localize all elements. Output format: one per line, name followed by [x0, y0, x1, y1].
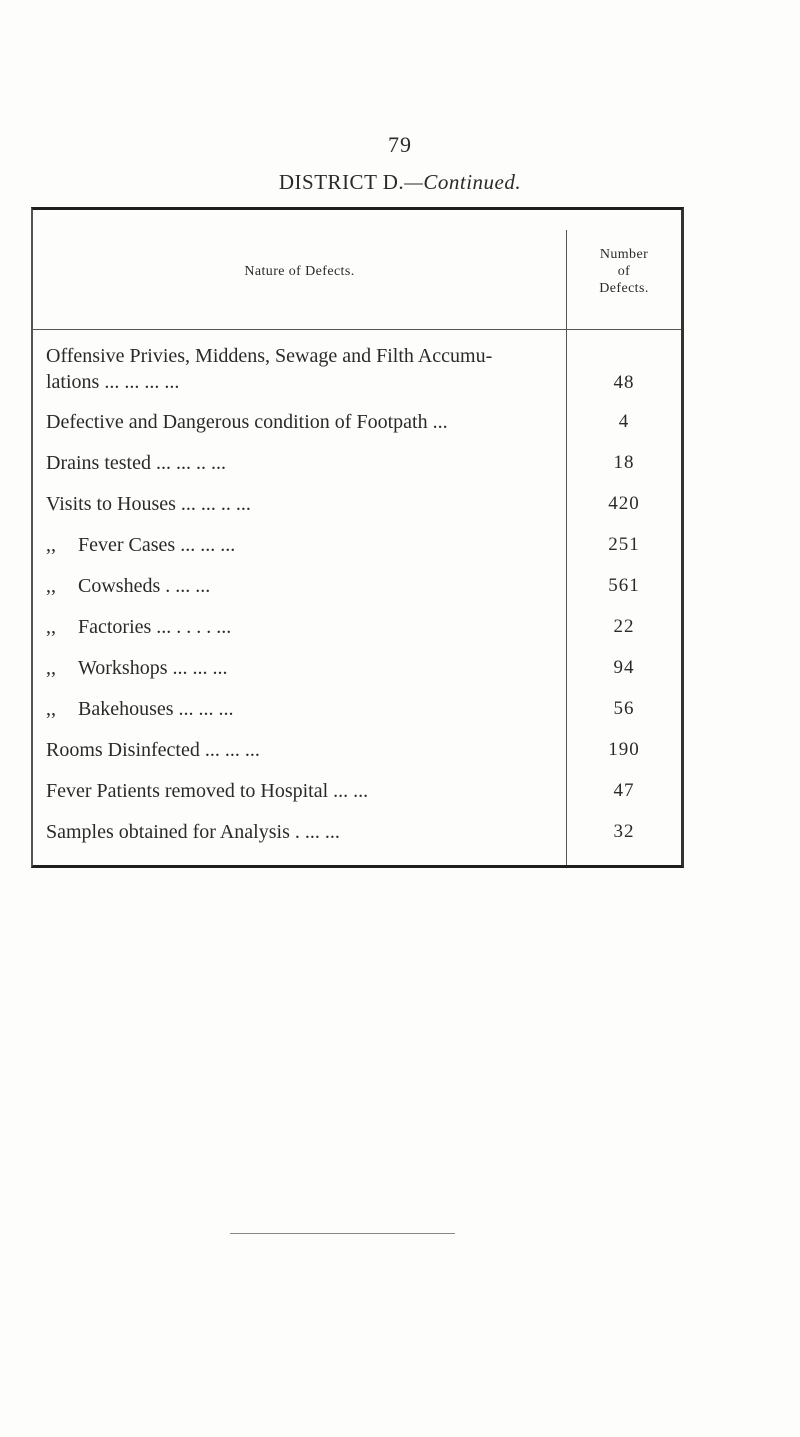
row-value: 32 [613, 821, 635, 842]
row-label: Samples obtained for Analysis . ... ... [46, 821, 340, 843]
row-label: Visits to Houses ... ... .. ... [46, 493, 251, 515]
ditto-mark: ,, [46, 534, 56, 556]
row-label-continued: lations ... ... ... ... [46, 371, 180, 393]
ditto-mark: ,, [46, 698, 56, 720]
row-label: Defective and Dangerous condition of Footpath ... [46, 411, 448, 433]
table-row [33, 452, 681, 482]
table-row [33, 344, 681, 399]
header-number-line-3: Defects. [599, 281, 649, 296]
table-row [33, 698, 681, 728]
row-label [46, 657, 561, 680]
page-heading [0, 170, 800, 195]
heading-continued: —Continued. [404, 170, 522, 194]
defects-table [31, 207, 684, 868]
row-value: 420 [608, 493, 640, 514]
row-value: 47 [613, 780, 635, 801]
closing-rule [230, 1233, 455, 1234]
row-label-text: Fever Cases ... ... ... [78, 534, 236, 556]
header-number-of-defects [567, 246, 681, 297]
row-label-text: Cowsheds . ... ... [78, 575, 211, 597]
row-value: 190 [608, 739, 640, 760]
row-label: Offensive Privies, Middens, Sewage and Filth Accumu- [46, 345, 493, 367]
table-row [33, 534, 681, 564]
table-row [33, 821, 681, 851]
row-label: Drains tested ... ... .. ... [46, 452, 226, 474]
row-value: 4 [618, 411, 630, 432]
row-value: 251 [608, 534, 640, 555]
row-label [46, 534, 561, 557]
row-label: Rooms Disinfected ... ... ... [46, 739, 260, 761]
row-value: 94 [613, 657, 635, 678]
header-divider [33, 329, 681, 330]
table-row [33, 493, 681, 523]
row-value: 48 [613, 372, 635, 393]
ditto-mark: ,, [46, 616, 56, 638]
row-value: 22 [613, 616, 635, 637]
table-row [33, 780, 681, 810]
table-row [33, 739, 681, 769]
row-label-text: Bakehouses ... ... ... [78, 698, 234, 720]
table-row [33, 657, 681, 687]
header-number-line-1: Number [599, 247, 649, 262]
row-value: 56 [613, 698, 635, 719]
header-nature-of-defects: Nature of Defects. [244, 264, 355, 279]
header-number-line-2: of [617, 264, 631, 279]
row-label: Fever Patients removed to Hospital ... ... [46, 780, 369, 802]
ditto-mark: ,, [46, 657, 56, 679]
table-row [33, 616, 681, 646]
table-row [33, 411, 681, 441]
row-value: 561 [608, 575, 640, 596]
row-value: 18 [613, 452, 635, 473]
page-number: 79 [388, 132, 412, 157]
row-label-text: Factories ... . . . . ... [78, 616, 232, 638]
table-row [33, 575, 681, 605]
heading-district: DISTRICT D. [278, 170, 405, 194]
row-label [46, 616, 561, 639]
row-label-text: Workshops ... ... ... [78, 657, 228, 679]
row-label [46, 575, 561, 598]
row-label [46, 698, 561, 721]
ditto-mark: ,, [46, 575, 56, 597]
